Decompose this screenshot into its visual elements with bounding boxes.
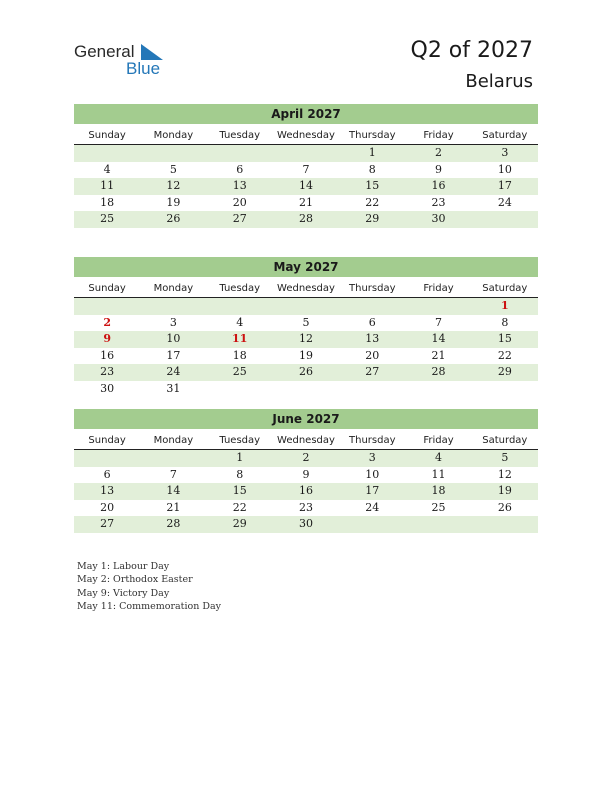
day-cell: 29 <box>497 365 512 378</box>
empty-day-cell <box>339 381 405 398</box>
country-name: Belarus <box>465 71 533 92</box>
week-row <box>74 364 538 381</box>
week-row <box>74 348 538 365</box>
weekday-label: Saturday <box>482 283 528 294</box>
day-cell: 17 <box>365 484 380 497</box>
day-cell: 24 <box>166 365 181 378</box>
day-cell: 4 <box>236 315 244 329</box>
day-cell: 15 <box>232 484 247 497</box>
day-cell: 28 <box>431 365 446 378</box>
day-cell: 21 <box>166 500 181 514</box>
holiday-note: May 9: Victory Day <box>77 587 170 599</box>
empty-day-cell <box>74 145 140 162</box>
day-cell: 30 <box>100 381 115 395</box>
day-cell: 18 <box>431 484 446 497</box>
empty-day-cell <box>207 145 273 162</box>
day-cell: 8 <box>368 162 376 176</box>
day-cell: 14 <box>298 179 313 192</box>
day-cell: 20 <box>232 195 247 209</box>
week-row <box>74 298 538 315</box>
weekday-label: Thursday <box>349 130 396 141</box>
logo-flag-icon <box>141 44 163 60</box>
empty-day-cell <box>140 450 206 467</box>
day-cell: 11 <box>232 332 248 345</box>
day-cell: 9 <box>103 332 111 345</box>
month-header: May 2027 <box>74 257 538 277</box>
week-row <box>74 145 538 162</box>
weekday-label: Monday <box>153 283 194 294</box>
empty-day-cell <box>207 298 273 315</box>
weekday-row <box>74 433 538 450</box>
day-cell: 27 <box>232 212 247 225</box>
day-cell: 14 <box>431 332 446 345</box>
day-cell: 3 <box>169 315 177 329</box>
day-cell: 19 <box>298 348 313 362</box>
day-cell: 17 <box>166 348 181 362</box>
page-title: Q2 of 2027 <box>410 38 533 63</box>
day-cell: 17 <box>497 179 512 192</box>
day-cell: 22 <box>497 348 512 362</box>
day-cell: 14 <box>166 484 181 497</box>
day-cell: 16 <box>431 179 446 192</box>
logo-blue-text: Blue <box>126 59 161 78</box>
weekday-label: Saturday <box>482 435 528 446</box>
week-row <box>74 178 538 195</box>
day-cell: 3 <box>501 146 509 159</box>
day-cell: 12 <box>298 332 313 345</box>
day-cell: 16 <box>298 484 313 497</box>
day-cell: 13 <box>232 179 247 192</box>
holiday-notes <box>77 560 221 613</box>
weekday-label: Tuesday <box>219 130 261 141</box>
day-cell: 1 <box>501 299 509 312</box>
day-cell: 29 <box>365 212 380 225</box>
holiday-note: May 2: Orthodox Easter <box>77 574 193 586</box>
weekday-label: Thursday <box>349 435 396 446</box>
day-cell: 8 <box>501 315 509 329</box>
weekday-label: Monday <box>153 130 194 141</box>
weekday-label: Tuesday <box>219 435 261 446</box>
day-cell: 9 <box>435 162 443 176</box>
weekday-label: Monday <box>153 435 194 446</box>
day-cell: 20 <box>365 348 380 362</box>
day-cell: 26 <box>298 365 313 378</box>
empty-day-cell <box>339 298 405 315</box>
day-cell: 5 <box>169 162 177 176</box>
day-cell: 13 <box>100 484 115 497</box>
day-cell: 6 <box>236 162 244 176</box>
day-cell: 6 <box>368 315 376 329</box>
month-header: June 2027 <box>74 409 538 429</box>
week-row <box>74 516 538 533</box>
weekday-label: Friday <box>423 435 454 446</box>
day-cell: 12 <box>166 179 181 192</box>
day-cell: 30 <box>298 517 313 530</box>
weekday-label: Sunday <box>88 435 126 446</box>
day-cell: 10 <box>497 162 512 176</box>
day-cell: 11 <box>100 179 115 192</box>
day-cell: 25 <box>431 500 446 514</box>
day-cell: 26 <box>166 212 181 225</box>
weekday-label: Wednesday <box>277 130 335 141</box>
weekday-label: Wednesday <box>277 435 335 446</box>
empty-day-cell <box>405 381 471 398</box>
month-header: April 2027 <box>74 104 538 124</box>
empty-day-cell <box>273 145 339 162</box>
weekday-label: Sunday <box>88 283 126 294</box>
empty-day-cell <box>472 211 538 228</box>
month-calendar <box>74 409 538 533</box>
weekday-row <box>74 128 538 145</box>
day-cell: 22 <box>232 500 247 514</box>
week-row <box>74 467 538 484</box>
day-cell: 7 <box>302 162 310 176</box>
day-cell: 13 <box>365 332 380 345</box>
day-cell: 18 <box>232 348 247 362</box>
weekday-label: Sunday <box>88 130 126 141</box>
day-cell: 27 <box>365 365 380 378</box>
day-cell: 5 <box>302 315 310 329</box>
day-cell: 4 <box>103 162 111 176</box>
day-cell: 25 <box>100 212 115 225</box>
weekday-label: Friday <box>423 130 454 141</box>
day-cell: 21 <box>298 195 313 209</box>
empty-day-cell <box>405 516 471 533</box>
holiday-note: May 11: Commemoration Day <box>77 600 222 612</box>
empty-day-cell <box>273 381 339 398</box>
week-row <box>74 331 538 348</box>
month-calendar <box>74 104 538 228</box>
day-cell: 2 <box>103 315 111 329</box>
weekday-label: Wednesday <box>277 283 335 294</box>
day-cell: 15 <box>497 332 512 345</box>
day-cell: 22 <box>365 195 380 209</box>
empty-day-cell <box>207 381 273 398</box>
empty-day-cell <box>339 516 405 533</box>
day-cell: 29 <box>232 517 247 530</box>
weekday-label: Thursday <box>349 283 396 294</box>
day-cell: 23 <box>431 195 446 209</box>
day-cell: 20 <box>100 500 115 514</box>
logo <box>74 42 174 78</box>
day-cell: 10 <box>365 467 380 481</box>
holiday-note: May 1: Labour Day <box>77 561 170 572</box>
day-cell: 25 <box>232 365 247 378</box>
day-cell: 21 <box>431 348 446 362</box>
month-calendar <box>74 257 538 397</box>
empty-day-cell <box>74 450 140 467</box>
weekday-label: Saturday <box>482 130 528 141</box>
week-row <box>74 162 538 179</box>
day-cell: 4 <box>435 451 443 464</box>
empty-day-cell <box>140 298 206 315</box>
day-cell: 1 <box>368 146 376 159</box>
day-cell: 3 <box>368 451 376 464</box>
day-cell: 5 <box>501 451 509 464</box>
day-cell: 7 <box>435 315 443 329</box>
day-cell: 8 <box>236 467 244 481</box>
week-row <box>74 195 538 212</box>
day-cell: 23 <box>100 365 115 378</box>
week-row <box>74 381 538 398</box>
day-cell: 30 <box>431 212 446 225</box>
day-cell: 2 <box>435 146 443 159</box>
day-cell: 7 <box>169 467 177 481</box>
day-cell: 31 <box>166 381 181 395</box>
day-cell: 26 <box>497 500 512 514</box>
day-cell: 19 <box>166 195 181 209</box>
week-row <box>74 211 538 228</box>
day-cell: 24 <box>365 500 380 514</box>
weekday-row <box>74 281 538 298</box>
day-cell: 1 <box>236 451 244 464</box>
weekday-label: Tuesday <box>219 283 261 294</box>
week-row <box>74 483 538 500</box>
day-cell: 23 <box>298 500 313 514</box>
week-row <box>74 450 538 467</box>
day-cell: 2 <box>302 451 310 464</box>
day-cell: 15 <box>365 179 380 192</box>
weekday-label: Friday <box>423 283 454 294</box>
day-cell: 27 <box>100 517 115 530</box>
day-cell: 9 <box>302 467 310 481</box>
day-cell: 28 <box>166 517 181 530</box>
day-cell: 16 <box>100 348 115 362</box>
day-cell: 28 <box>298 212 313 225</box>
empty-day-cell <box>472 516 538 533</box>
day-cell: 11 <box>431 467 446 481</box>
week-row <box>74 500 538 517</box>
day-cell: 12 <box>497 467 512 481</box>
logo-general-text: General <box>74 42 135 61</box>
empty-day-cell <box>74 298 140 315</box>
day-cell: 6 <box>103 467 111 481</box>
empty-day-cell <box>273 298 339 315</box>
empty-day-cell <box>472 381 538 398</box>
empty-day-cell <box>405 298 471 315</box>
empty-day-cell <box>140 145 206 162</box>
day-cell: 24 <box>497 195 512 209</box>
day-cell: 19 <box>497 484 512 497</box>
week-row <box>74 315 538 332</box>
day-cell: 18 <box>100 195 115 209</box>
day-cell: 10 <box>166 332 181 345</box>
